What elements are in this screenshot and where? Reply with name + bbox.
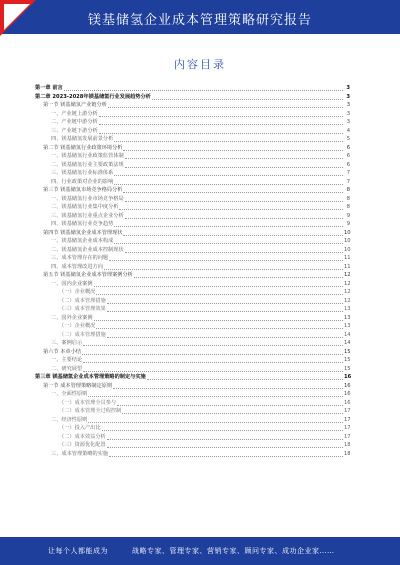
toc-leader-dots	[107, 434, 343, 440]
toc-entry-page: 5	[346, 136, 350, 142]
toc-entry-title: 第一节 成本管理策略制定原则	[43, 382, 113, 389]
toc-entry[interactable]	[35, 356, 350, 365]
toc-entry-page: 8	[346, 195, 350, 202]
toc-entry[interactable]	[35, 441, 350, 450]
toc-leader-dots	[99, 119, 343, 125]
toc-entry[interactable]	[35, 118, 350, 127]
report-title: 镁基储氢企业成本管理策略研究报告	[87, 13, 312, 28]
toc-leader-dots	[134, 272, 343, 278]
toc-leader-dots	[88, 391, 343, 397]
toc-entry[interactable]	[35, 212, 350, 221]
toc-entry-title: 二、国外企业案例	[51, 314, 93, 321]
toc-entry-title: （二）成本管理措施	[59, 297, 106, 304]
toc-entry-page: 17	[344, 425, 351, 431]
toc-entry[interactable]	[35, 186, 350, 195]
toc-entry-title: 第二章 2023-2028年镁基储氢行业发展趋势分析	[35, 93, 151, 100]
toc-entry-page: 11	[344, 263, 351, 270]
toc-entry[interactable]	[35, 365, 350, 374]
toc-entry-title: 一、国内企业案例	[51, 280, 93, 287]
toc-entry[interactable]	[35, 203, 350, 212]
toc-entry[interactable]	[35, 110, 350, 119]
toc-leader-dots	[107, 298, 343, 304]
toc-entry-page: 9	[346, 212, 350, 219]
toc-leader-dots	[125, 247, 343, 253]
toc-entry-page: 12	[344, 297, 351, 304]
toc-entry-title: （一）企业概况	[59, 323, 96, 329]
toc-leader-dots	[107, 306, 343, 312]
toc-leader-dots	[114, 221, 343, 227]
toc-entry-title: 第一章 前言	[35, 85, 63, 91]
toc-entry-title: 三、镁基储氢行业标准体系	[51, 170, 114, 176]
toc-leader-dots	[117, 400, 343, 406]
toc-entry[interactable]	[35, 424, 350, 433]
toc-entry[interactable]	[35, 178, 350, 187]
table-of-contents	[35, 84, 350, 458]
toc-leader-dots	[94, 281, 343, 287]
toc-entry[interactable]	[35, 263, 350, 272]
toc-entry-title: 第五节 镁基储氢企业成本管理案例分析	[43, 272, 133, 278]
toc-leader-dots	[108, 102, 343, 108]
toc-entry-page: 6	[346, 144, 350, 151]
toc-leader-dots	[107, 442, 343, 448]
toc-entry-title: 二、镁基储氢行业主要政策法规	[51, 161, 124, 168]
toc-entry[interactable]	[35, 339, 350, 348]
toc-entry-page: 10	[344, 238, 351, 244]
toc-entry-title: 二、镁基储氢企业成本控制现状	[51, 246, 124, 253]
toc-entry-title: 三、成本管理策略的实施	[51, 450, 109, 457]
toc-entry-title: 三、镁基储氢行业重点企业分析	[51, 212, 124, 219]
toc-entry-page: 10	[344, 229, 351, 236]
toc-entry-title: 第一节 镁基储氢产业链分析	[43, 102, 107, 108]
toc-leader-dots	[96, 323, 343, 329]
toc-leader-dots	[152, 94, 343, 100]
toc-leader-dots	[99, 128, 343, 134]
toc-entry-title: 二、研究展望	[51, 365, 83, 372]
toc-leader-dots	[88, 417, 343, 423]
toc-entry-page: 3	[346, 85, 350, 91]
toc-entry-title: 第四节 镁基储氢企业成本管理现状	[43, 229, 123, 236]
toc-entry-page: 3	[346, 93, 350, 100]
toc-entry-page: 15	[344, 365, 351, 372]
toc-entry[interactable]	[35, 373, 350, 382]
toc-entry-page: 14	[344, 340, 351, 346]
toc-leader-dots	[147, 374, 343, 380]
toc-entry[interactable]	[35, 297, 350, 306]
toc-entry[interactable]	[35, 348, 350, 357]
toc-entry-title: 一、镁基储氢行业市场竞争格局	[51, 195, 124, 202]
toc-leader-dots	[114, 170, 343, 176]
toc-entry-page: 6	[346, 153, 350, 159]
toc-entry[interactable]	[35, 331, 350, 340]
toc-entry[interactable]	[35, 220, 350, 229]
toc-entry-title: 第六节 本章小结	[43, 348, 81, 355]
toc-entry-page: 13	[344, 323, 351, 329]
toc-leader-dots	[123, 187, 343, 193]
toc-leader-dots	[123, 145, 343, 151]
toc-entry-title: 二、镁基储氢行业集中度分析	[51, 204, 119, 210]
toc-entry-page: 17	[344, 433, 351, 440]
toc-entry-title: 第三章 镁基储氢企业成本管理策略的制定与实施	[35, 374, 146, 380]
toc-entry-page: 7	[346, 178, 350, 185]
toc-entry-page: 3	[346, 119, 350, 125]
toc-entry[interactable]	[35, 195, 350, 204]
toc-entry-page: 6	[346, 161, 350, 168]
toc-leader-dots	[82, 349, 343, 355]
toc-leader-dots	[83, 340, 343, 346]
toc-entry[interactable]	[35, 399, 350, 408]
toc-entry-page: 9	[346, 221, 350, 227]
toc-entry-page: 17	[344, 408, 351, 414]
toc-entry-page: 12	[344, 272, 351, 278]
toc-entry-page: 4	[346, 127, 350, 134]
toc-entry-title: 一、镁基储氢企业成本构成	[51, 238, 114, 244]
toc-entry-title: （一）企业概况	[59, 289, 96, 295]
toc-entry-page: 18	[344, 450, 351, 457]
toc-leader-dots	[114, 238, 343, 244]
toc-entry-page: 8	[346, 187, 350, 193]
toc-entry-title: 第二节 镁基储氢行业政策环境分析	[43, 144, 123, 151]
footer-slogan-right: 战略专家、管理专家、营销专家、顾问专家、成功企业家……	[132, 547, 335, 555]
toc-leader-dots	[83, 366, 343, 372]
toc-entry-page: 12	[344, 289, 351, 295]
toc-entry[interactable]	[35, 271, 350, 280]
toc-entry-title: （一）投入产出比	[59, 425, 101, 431]
toc-entry-page: 14	[344, 331, 351, 338]
toc-entry[interactable]	[35, 229, 350, 238]
toc-entry-page: 13	[344, 314, 351, 321]
toc-leader-dots	[125, 162, 343, 168]
toc-entry-page: 12	[344, 280, 351, 287]
toc-entry-page: 15	[344, 348, 351, 355]
toc-leader-dots	[107, 332, 343, 338]
toc-entry[interactable]	[35, 407, 350, 416]
toc-entry[interactable]	[35, 169, 350, 178]
toc-entry[interactable]	[35, 161, 350, 170]
toc-leader-dots	[83, 357, 343, 363]
toc-entry[interactable]	[35, 433, 350, 442]
toc-entry-title: （二）成本效益分析	[59, 433, 106, 440]
toc-leader-dots	[123, 230, 343, 236]
toc-leader-dots	[119, 204, 343, 210]
toc-entry-title: 一、镁基储氢行业政策监管体制	[51, 153, 124, 159]
toc-entry[interactable]	[35, 280, 350, 289]
toc-leader-dots	[102, 425, 343, 431]
toc-leader-dots	[99, 111, 343, 117]
toc-leader-dots	[64, 85, 343, 91]
report-footer-bar	[0, 537, 400, 565]
toc-entry-page: 8	[346, 204, 350, 210]
toc-entry-title: 四、成本管理改进方向	[51, 263, 103, 270]
toc-entry[interactable]	[35, 144, 350, 153]
toc-entry[interactable]	[35, 237, 350, 246]
toc-entry[interactable]	[35, 84, 350, 93]
toc-entry[interactable]	[35, 390, 350, 399]
toc-entry[interactable]	[35, 416, 350, 425]
toc-entry-title: 三、产业链下游分析	[51, 127, 98, 134]
toc-entry[interactable]	[35, 246, 350, 255]
toc-entry-page: 7	[346, 170, 350, 176]
toc-entry[interactable]	[35, 101, 350, 110]
toc-entry-title: 四、镁基储氢发展前景分析	[51, 136, 114, 142]
toc-leader-dots	[125, 213, 343, 219]
toc-entry-page: 18	[344, 442, 351, 448]
toc-entry-page: 16	[344, 399, 351, 406]
toc-entry[interactable]	[35, 322, 350, 331]
toc-entry-title: 第三节 镁基储氢市场竞争格局分析	[43, 187, 123, 193]
footer-slogan-left: 让每个人都能成为	[48, 547, 108, 555]
toc-entry-page: 11	[344, 255, 351, 261]
toc-entry[interactable]	[35, 305, 350, 314]
toc-entry-title: （一）成本管理全员参与	[59, 399, 117, 406]
toc-heading: 内容目录	[174, 58, 226, 71]
toc-entry-title: 四、行业政策对企业的影响	[51, 178, 114, 185]
toc-entry[interactable]	[35, 254, 350, 263]
report-header-bar	[0, 0, 400, 34]
toc-entry-title: 二、产业链中游分析	[51, 119, 98, 125]
toc-entry-title: （三）成本管理效果	[59, 306, 106, 312]
toc-leader-dots	[122, 408, 343, 414]
toc-entry-title: （二）成本管理全过程控制	[59, 408, 122, 414]
toc-entry[interactable]	[35, 314, 350, 323]
toc-entry-title: （二）成本管理措施	[59, 331, 106, 338]
toc-entry-title: 四、镁基储氢行业竞争趋势	[51, 221, 114, 227]
toc-entry[interactable]	[35, 127, 350, 136]
toc-leader-dots	[125, 196, 343, 202]
toc-leader-dots	[109, 451, 343, 457]
toc-entry-title: 三、案例启示	[51, 340, 83, 346]
toc-entry-page: 16	[344, 374, 352, 380]
toc-entry[interactable]	[35, 382, 350, 391]
toc-entry[interactable]	[35, 450, 350, 459]
toc-entry-page: 17	[344, 416, 351, 423]
toc-entry-title: 一、全面性原则	[51, 391, 88, 397]
toc-entry-title: 二、经济性原则	[51, 416, 88, 423]
toc-leader-dots	[114, 179, 343, 185]
toc-leader-dots	[94, 315, 343, 321]
toc-entry[interactable]	[35, 93, 350, 102]
toc-entry-title: （三）资源优化配置	[59, 442, 106, 448]
toc-entry-title: 一、主要结论	[51, 357, 83, 363]
toc-entry-page: 3	[346, 110, 350, 117]
toc-leader-dots	[114, 136, 343, 142]
toc-entry-title: 一、产业链上游分析	[51, 110, 98, 117]
toc-leader-dots	[109, 255, 343, 261]
toc-entry-page: 3	[346, 102, 350, 108]
toc-leader-dots	[125, 153, 343, 159]
toc-entry-page: 16	[344, 382, 351, 389]
toc-entry[interactable]	[35, 152, 350, 161]
toc-entry-page: 10	[344, 246, 351, 253]
toc-entry-title: 三、成本管理存在的问题	[51, 255, 109, 261]
toc-leader-dots	[96, 289, 343, 295]
toc-entry[interactable]	[35, 288, 350, 297]
toc-entry-page: 16	[344, 391, 351, 397]
toc-entry-page: 13	[344, 306, 351, 312]
toc-entry-page: 15	[344, 357, 351, 363]
toc-leader-dots	[104, 264, 343, 270]
toc-entry[interactable]	[35, 135, 350, 144]
toc-leader-dots	[113, 383, 343, 389]
